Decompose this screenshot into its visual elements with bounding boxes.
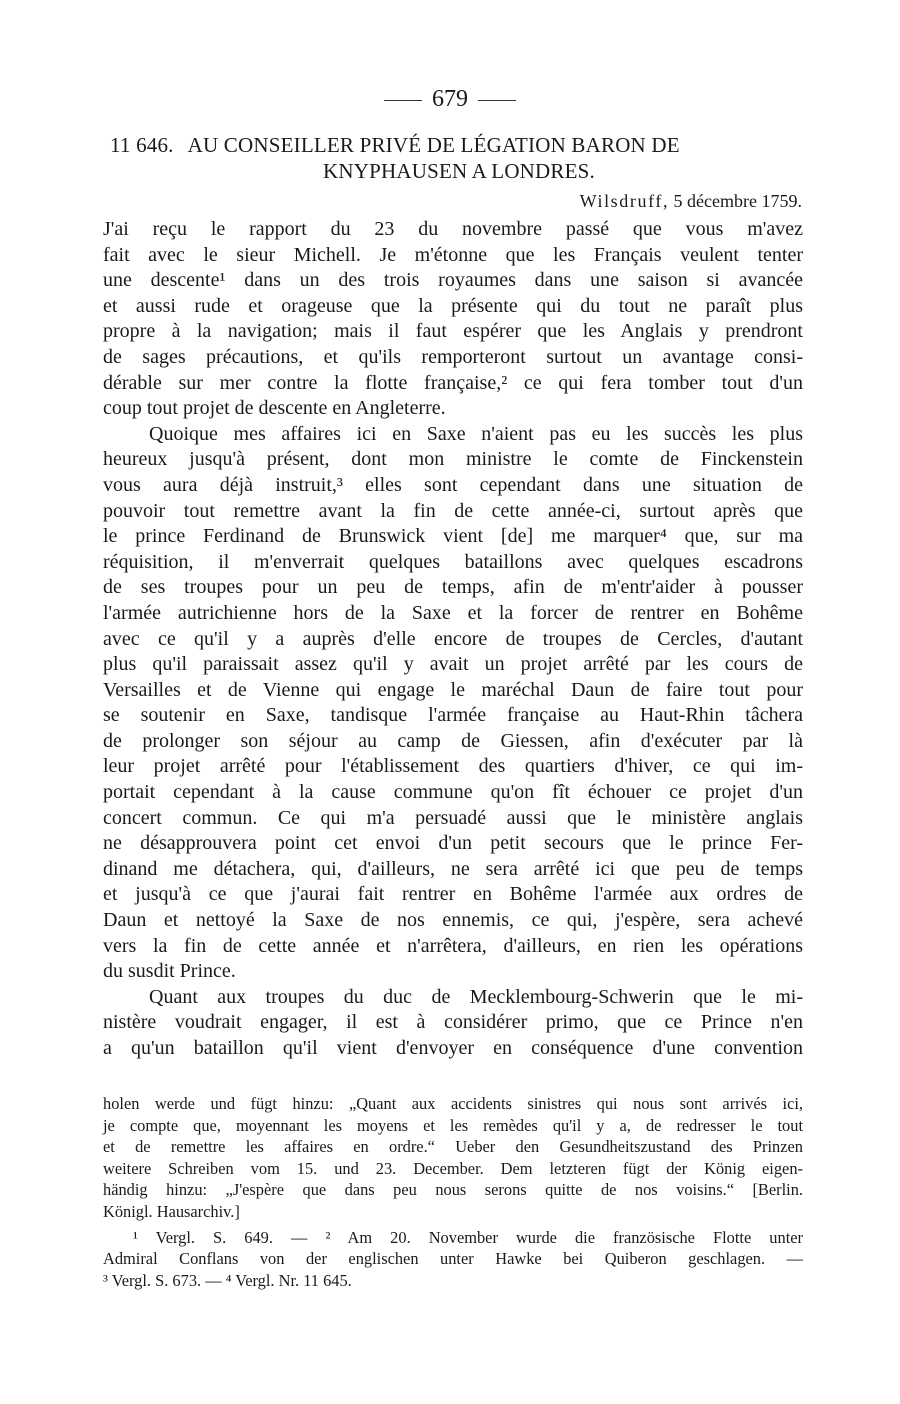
body-line: du susdit Prince. [103,960,236,983]
footnote-line: je compte que, moyennant les moyens et les remèdes qu'il y a, de redresser le tout [103,1115,803,1135]
letter-heading [110,132,800,184]
footnote-line: et de remettre les affaires en ordre.“ Ueber den Gesundheitszustand des Prinzen [103,1137,803,1157]
body-line: de sages précautions, et qu'ils remporteront surtout un avantage consi- [103,345,803,368]
heading-text-1: AU CONSEILLER PRIVÉ DE LÉGATION BARON DE [187,133,680,157]
body-line: ne désapprouvera point cet envoi d'un petit secours que le prince Fer- [103,832,803,855]
body-line: réquisition, il m'enverrait quelques bataillons avec quelques escadrons [103,550,803,573]
body-line: coup tout projet de descente en Angleterre. [103,397,446,420]
body-line: avec ce qu'il y a auprès d'elle encore de troupes de Cercles, d'autant [103,627,803,650]
body-line: propre à la navigation; mais il faut espérer que les Anglais y prendront [103,320,803,343]
dateline-date: 5 décembre 1759. [673,191,802,211]
heading-line-2: KNYPHAUSEN A LONDRES. [323,159,595,183]
body-line: J'ai reçu le rapport du 23 du novembre passé que vous m'avez [103,218,803,240]
body-line: vous aura déjà instruit,³ elles sont cependant dans une situation de [103,473,803,496]
body-line: l'armée autrichienne hors de la Saxe et la forcer de rentrer en Bohême [103,601,803,624]
body-line: Quoique mes affaires ici en Saxe n'aient pas eu les succès les plus [149,422,803,445]
body-line: et jusqu'à ce que j'aurai fait rentrer en Bohême l'armée aux ordres de [103,883,803,906]
body-line: dérable sur mer contre la flotte française,² ce qui fera tomber tout d'un [103,371,803,394]
body-line: concert commun. Ce qui m'a persuadé aussi que le ministère anglais [103,806,803,829]
body-line: portait cependant à la cause commune qu'on fît échouer ce projet d'un [103,781,803,804]
page-number-value: 679 [432,86,468,112]
body-line: Versailles et de Vienne qui engage le maréchal Daun de faire tout pour [103,678,803,701]
body-line: une descente¹ dans un des trois royaumes dans une saison si avancée [103,269,803,292]
body-line: le prince Ferdinand de Brunswick vient [de] me marquer⁴ que, sur ma [103,525,803,548]
letter-body [103,217,803,1062]
footnote-line: händig hinzu: „J'espère que dans peu nous serons quitte de nos voisins.“ [Berlin. [103,1180,803,1200]
letter-number: 11 646. [110,133,174,157]
footnote-line: ³ Vergl. S. 673. — ⁴ Vergl. Nr. 11 645. [103,1270,352,1290]
body-line: Daun et nettoyé la Saxe de nos ennemis, ce qui, j'espère, sera achevé [103,909,803,932]
body-line: pouvoir tout remettre avant la fin de cette année-ci, surtout après que [103,499,803,522]
page-number-dash-right [478,100,516,101]
dateline [430,190,802,212]
footnote-line: Admiral Conflans von der englischen unter Hawke bei Quiberon geschlagen. — [103,1249,803,1269]
footnote-line: ¹ Vergl. S. 649. — ² Am 20. November wurde die französische Flotte unter [133,1227,803,1247]
dateline-place: Wilsdruff, [579,191,670,211]
body-line: vers la fin de cette année et n'arrêtera, d'ailleurs, en rien les opérations [103,934,803,957]
body-line: dinand me détachera, qui, d'ailleurs, ne sera arrêté ici que peu de temps [103,857,803,880]
body-line: plus qu'il paraissait assez qu'il y avait un projet arrêté par les cours de [103,653,803,676]
body-line: et aussi rude et orageuse que la présente qui du tout ne paraît plus [103,294,803,317]
body-line: de ses troupes pour un peu de temps, afin de m'entr'aider à pousser [103,576,803,599]
body-line: de prolonger son séjour au camp de Giessen, afin d'exécuter par là [103,729,803,752]
footnote-line: weitere Schreiben vom 15. und 23. December. Dem letzteren fügt der König eigen- [103,1158,803,1178]
body-line: se soutenir en Saxe, tandisque l'armée française au Haut-Rhin tâchera [103,704,803,727]
page-number [0,84,900,114]
body-line: nistère voudrait engager, il est à considérer primo, que ce Prince n'en [103,1011,803,1034]
footnote-line: Königl. Hausarchiv.] [103,1201,240,1221]
heading-line-1 [110,132,800,158]
footnotes [103,1093,803,1291]
body-line: leur projet arrêté pour l'établissement des quartiers d'hiver, ce qui im- [103,755,803,778]
body-line: fait avec le sieur Michell. Je m'étonne que les Français veulent tenter [103,243,803,266]
body-line: heureux jusqu'à présent, dont mon ministre le comte de Finckenstein [103,448,803,471]
body-line: a qu'un bataillon qu'il vient d'envoyer en conséquence d'une convention [103,1037,803,1059]
body-line: Quant aux troupes du duc de Mecklembourg-Schwerin que le mi- [149,985,803,1008]
page-number-dash-left [384,100,422,101]
footnote-line: holen werde und fügt hinzu: „Quant aux accidents sinistres qui nous sont arrivés ici, [103,1094,803,1113]
